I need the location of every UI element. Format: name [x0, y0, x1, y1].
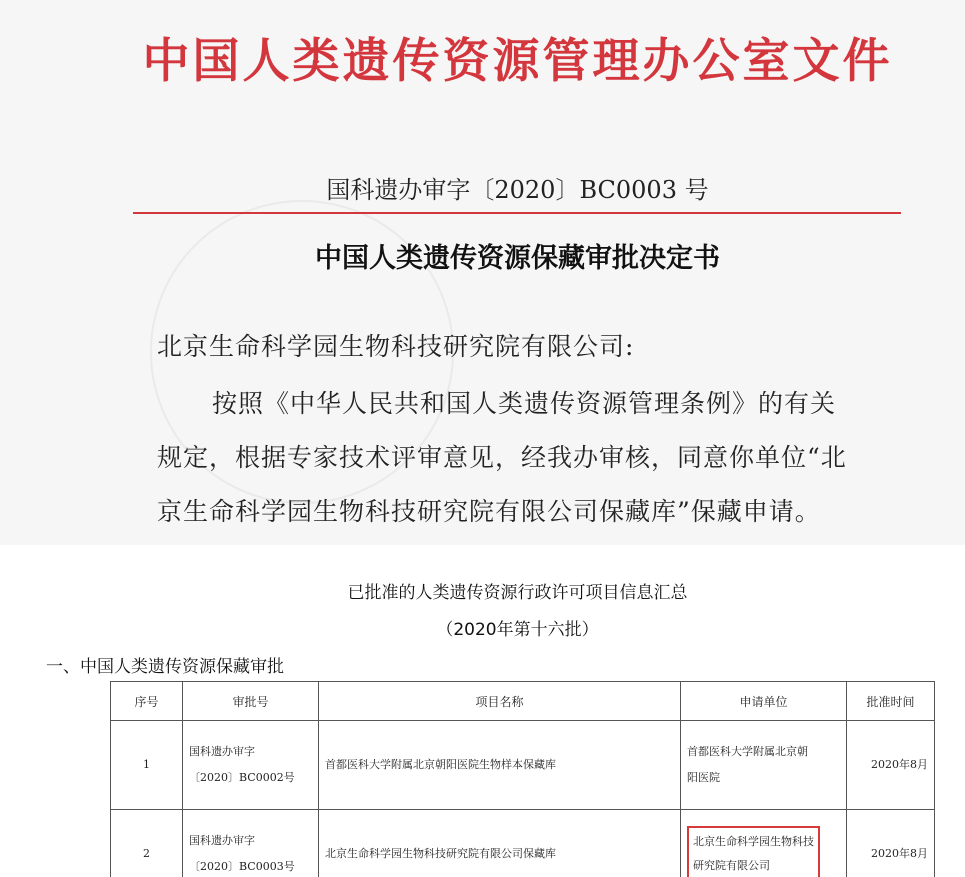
table-header-row — [111, 682, 935, 721]
approval-no-line1: 国科遗办审字 — [189, 745, 255, 758]
approval-no-line2: 〔2020〕BC0003号 — [189, 860, 295, 873]
approvals-table — [110, 681, 935, 877]
row-approval-no — [183, 810, 319, 877]
row-approval-no — [183, 721, 319, 810]
column-header-project: 项目名称 — [319, 682, 681, 721]
row-project: 首都医科大学附属北京朝阳医院生物样本保藏库 — [319, 721, 681, 810]
row-seq: 2 — [111, 810, 183, 877]
column-header-seq: 序号 — [111, 682, 183, 721]
section-heading: 一、中国人类遗传资源保藏审批 — [46, 657, 284, 677]
applicant-line1: 首都医科大学附属北京朝 — [687, 745, 808, 758]
document-number: 国科遗办审字〔2020〕BC0003 号 — [326, 176, 709, 204]
body-line-1: 按照《中华人民共和国人类遗传资源管理条例》的有关 — [212, 389, 837, 418]
red-divider — [133, 212, 901, 214]
body-line-3: 京生命科学园生物科技研究院有限公司保藏库”保藏申请。 — [157, 497, 821, 526]
addressee: 北京生命科学园生物科技研究院有限公司: — [157, 332, 635, 361]
highlighted-applicant — [687, 826, 820, 877]
applicant-line2: 阳医院 — [687, 771, 720, 784]
column-header-approval-no: 审批号 — [183, 682, 319, 721]
table-row — [111, 810, 935, 877]
summary-title: 已批准的人类遗传资源行政许可项目信息汇总 — [347, 583, 688, 603]
applicant-line1: 北京生命科学园生物科技 — [693, 835, 814, 848]
row-project: 北京生命科学园生物科技研究院有限公司保藏库 — [319, 810, 681, 877]
column-header-time: 批准时间 — [847, 682, 935, 721]
table-row — [111, 721, 935, 810]
approval-no-line2: 〔2020〕BC0002号 — [189, 771, 295, 784]
approval-no-line1: 国科遗办审字 — [189, 834, 255, 847]
body-line-2: 规定，根据专家技术评审意见，经我办审核，同意你单位“北 — [157, 443, 847, 472]
row-applicant — [681, 810, 847, 877]
batch-label: （2020年第十六批） — [436, 620, 599, 640]
row-seq: 1 — [111, 721, 183, 810]
applicant-line2: 研究院有限公司 — [693, 859, 770, 872]
column-header-applicant: 申请单位 — [681, 682, 847, 721]
row-time: 2020年8月 — [847, 810, 935, 877]
row-applicant — [681, 721, 847, 810]
row-time: 2020年8月 — [847, 721, 935, 810]
decision-title: 中国人类遗传资源保藏审批决定书 — [315, 243, 720, 274]
document-header-title: 中国人类遗传资源管理办公室文件 — [142, 34, 893, 89]
